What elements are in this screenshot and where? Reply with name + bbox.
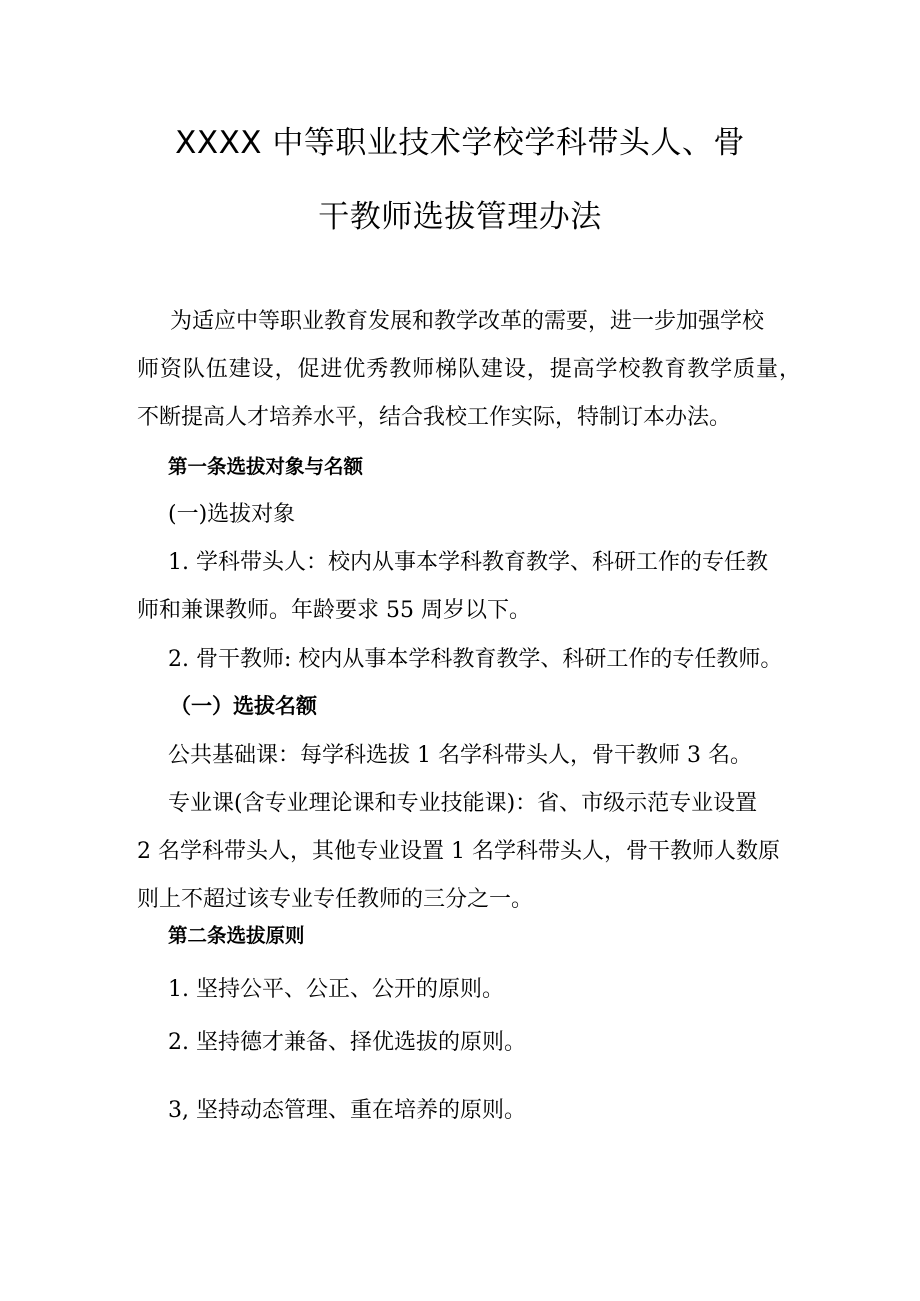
principle-2: 2. 坚持德才兼备、择优选拔的原则。	[168, 1030, 526, 1055]
article-1-item-2: 2. 骨干教师: 校内从事本学科教育教学、科研工作的专任教师。	[168, 647, 783, 672]
quota-public-courses: 公共基础课：每学科选拔 1 名学科带头人，骨干教师 3 名。	[168, 743, 752, 768]
quota-major-courses-line-3: 则上不超过该专业专任教师的三分之一。	[137, 887, 534, 912]
principle-1: 1. 坚持公平、公正、公开的原则。	[168, 977, 504, 1002]
article-1-heading: 第一条选拔对象与名额	[168, 455, 364, 478]
quota-major-courses-line-2: 2 名学科带头人，其他专业设置 1 名学科带头人，骨干教师人数原	[137, 839, 780, 864]
document-title-line-2: 干教师选拔管理办法	[318, 199, 602, 235]
article-1-subsection-1-heading: (一)选拔对象	[168, 502, 296, 527]
intro-paragraph-line-2: 师资队伍建设，促进优秀教师梯队建设，提高学校教育教学质量，	[137, 357, 801, 382]
intro-paragraph-line-3: 不断提高人才培养水平，结合我校工作实际，特制订本办法。	[137, 405, 732, 430]
principle-3: 3, 坚持动态管理、重在培养的原则。	[168, 1098, 526, 1123]
article-2-heading: 第二条选拔原则	[168, 924, 305, 947]
quota-major-courses-line-1: 专业课(含专业理论课和专业技能课)：省、市级示范专业设置	[168, 791, 758, 816]
article-1-item-1-line-2: 师和兼课教师。年龄要求 55 周岁以下。	[137, 598, 531, 623]
intro-paragraph-line-1: 为适应中等职业教育发展和教学改革的需要，进一步加强学校	[170, 309, 765, 334]
article-1-subsection-2-heading: （一）选拔名额	[170, 694, 317, 718]
article-1-item-1-line-1: 1. 学科带头人：校内从事本学科教育教学、科研工作的专任教	[168, 550, 768, 575]
document-title-line-1: XXXX 中等职业技术学校学科带头人、骨	[175, 125, 745, 161]
